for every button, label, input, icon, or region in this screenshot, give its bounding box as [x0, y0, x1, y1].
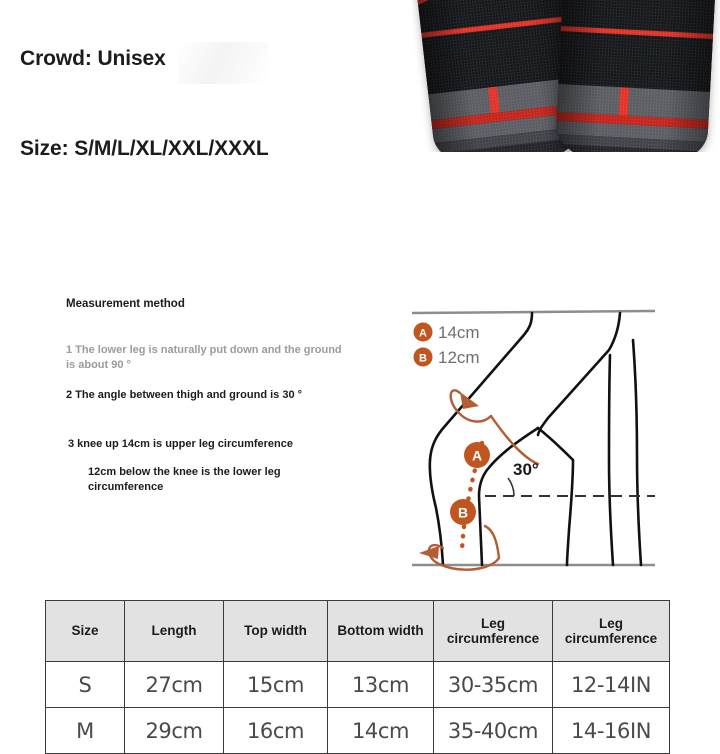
diagram-top-line: [412, 311, 655, 313]
cell-top-width: 16cm: [224, 708, 328, 754]
crowd-spec-label: Crowd: Unisex: [20, 47, 166, 70]
knee-sleeve-right: [554, 0, 718, 152]
legend-marker-a: A: [419, 327, 427, 340]
background-watermark: [178, 42, 268, 84]
size-spec-label: Size: S/M/L/XL/XXL/XXXL: [20, 137, 269, 160]
marker-a: [464, 442, 490, 468]
cell-top-width: 15cm: [224, 662, 328, 708]
cell-length: 29cm: [125, 708, 224, 754]
header-size: Size: [46, 601, 125, 662]
header-leg-circumference-cm: Leg circumference: [434, 601, 553, 662]
cell-size: M: [46, 708, 125, 754]
header-bottom-width: Bottom width: [328, 601, 434, 662]
measurement-step-1: 1 The lower leg is naturally put down and the ground is about 90 °: [66, 344, 342, 371]
angle-label: 30°: [513, 460, 539, 479]
measurement-step-2: 2 The angle between thigh and ground is 30 °: [66, 389, 303, 401]
cell-leg-circumference-in: 12-14IN: [553, 662, 670, 708]
measurement-step-3-continued: 12cm below the knee is the lower leg circumference: [88, 466, 281, 493]
table-header-row: [46, 601, 670, 662]
marker-a-label: A: [471, 447, 483, 464]
product-photo: [412, 0, 720, 152]
cell-leg-circumference-in: 14-16IN: [553, 708, 670, 754]
table-row: [46, 662, 670, 708]
cell-size: S: [46, 662, 125, 708]
table-row: [46, 708, 670, 754]
measurement-method-heading: Measurement method: [66, 298, 185, 310]
leg-measurement-diagram: [405, 300, 675, 580]
cell-length: 27cm: [125, 662, 224, 708]
marker-b: [450, 499, 476, 525]
legend-value-a: 14cm: [438, 323, 480, 342]
cell-leg-circumference-cm: 30-35cm: [434, 662, 553, 708]
legend-value-b: 12cm: [438, 348, 480, 367]
header-top-width: Top width: [224, 601, 328, 662]
legend-marker-b: B: [419, 352, 427, 365]
upper-arrowhead: [460, 392, 479, 409]
cell-bottom-width: 14cm: [328, 708, 434, 754]
header-leg-circumference-in: Leg circumference: [553, 601, 670, 662]
cell-leg-circumference-cm: 35-40cm: [434, 708, 553, 754]
marker-b-label: B: [457, 504, 469, 521]
cell-bottom-width: 13cm: [328, 662, 434, 708]
size-chart-table: [45, 600, 670, 754]
header-length: Length: [125, 601, 224, 662]
legend-item-a: [414, 323, 480, 343]
measurement-step-3: 3 knee up 14cm is upper leg circumference: [68, 438, 293, 450]
angle-arc: [508, 478, 514, 496]
legend-item-b: [414, 348, 480, 368]
